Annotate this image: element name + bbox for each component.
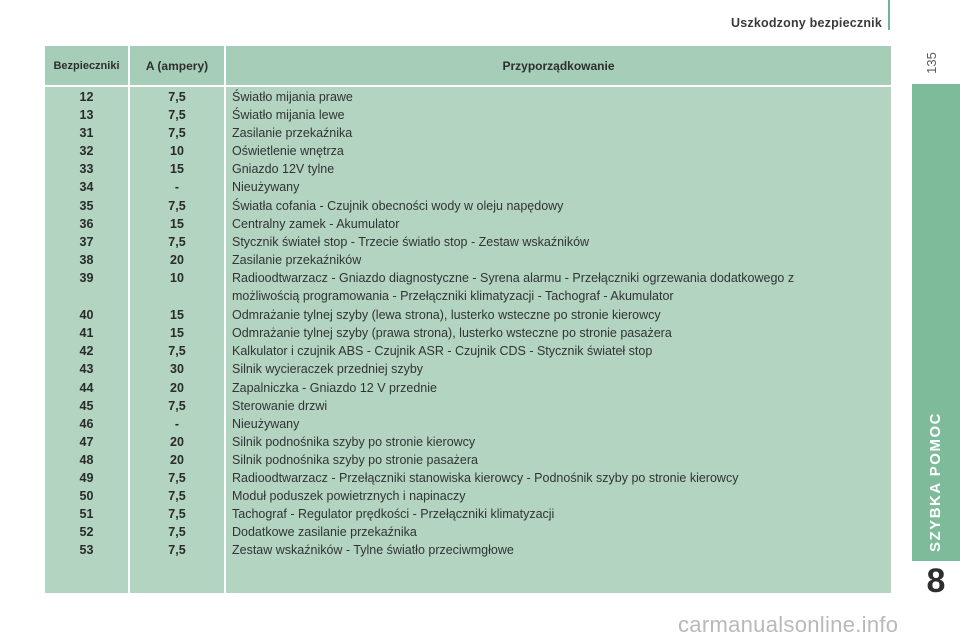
page-number: 135 [924, 52, 939, 74]
side-tab-rule [912, 559, 960, 561]
fuse-assignment-line: Światło mijania lewe [232, 108, 345, 122]
fuse-amperage: 30 [170, 362, 184, 376]
fuse-amperage: 7,5 [168, 525, 186, 539]
fuse-number: 31 [79, 126, 94, 140]
fuse-assignment [232, 197, 872, 215]
watermark: carmanualsonline.info [678, 612, 899, 637]
fuse-amperage: 15 [170, 217, 184, 231]
side-tab-label: SZYBKA POMOC [927, 412, 944, 552]
fuse-number: 35 [79, 199, 94, 213]
column-header-amperes: A (ampery) [130, 46, 224, 86]
fuse-assignment [232, 360, 872, 378]
fuse-assignment-line: możliwością programowania - Przełączniki klimatyzacji - Tachograf - Akumulator [232, 289, 674, 303]
fuse-number: 49 [79, 471, 94, 485]
fuse-amperage: - [174, 180, 180, 194]
header-title: Uszkodzony bezpiecznik [731, 16, 882, 30]
fuse-assignment-line: Radioodtwarzacz - Przełączniki stanowiska kierowcy - Podnośnik szyby po stronie kierowcy [232, 471, 739, 485]
header-rule [888, 0, 890, 30]
fuse-assignment [232, 469, 872, 487]
fuse-assignment [232, 451, 872, 469]
fuse-assignment-line: Zasilanie przekaźników [232, 253, 362, 267]
fuse-assignment [232, 433, 872, 451]
fuse-assignment [232, 251, 872, 269]
fuse-amperage: 15 [170, 326, 184, 340]
fuse-amperage: 20 [170, 381, 184, 395]
fuse-assignment [232, 397, 872, 415]
fuse-amperage: 7,5 [168, 126, 186, 140]
fuse-amperage: 7,5 [168, 489, 186, 503]
fuse-amperage: 10 [170, 271, 184, 285]
fuse-amperage: - [174, 417, 180, 431]
fuse-assignment-line: Centralny zamek - Akumulator [232, 217, 400, 231]
fuse-assignment-line: Kalkulator i czujnik ABS - Czujnik ASR - Czujnik CDS - Stycznik świateł stop [232, 344, 653, 358]
fuse-number: 13 [79, 108, 94, 122]
fuse-assignment-line: Zasilanie przekaźnika [232, 126, 353, 140]
fuse-assignment [232, 160, 872, 178]
column-header-fuses: Bezpieczniki [45, 46, 128, 86]
fuse-amperage: 7,5 [168, 507, 186, 521]
fuse-number: 34 [79, 180, 94, 194]
fuse-number: 45 [79, 399, 94, 413]
fuse-table [45, 46, 891, 593]
fuse-assignment [232, 541, 872, 559]
fuse-amperage: 15 [170, 162, 184, 176]
fuse-assignment-line: Tachograf - Regulator prędkości - Przełączniki klimatyzacji [232, 507, 555, 521]
fuse-amperage: 20 [170, 253, 184, 267]
fuse-assignment-line: Dodatkowe zasilanie przekaźnika [232, 525, 417, 539]
chapter-number: 8 [926, 562, 946, 600]
fuse-number: 12 [79, 90, 94, 104]
fuse-assignment [232, 324, 872, 342]
fuse-assignment-line: Oświetlenie wnętrza [232, 144, 344, 158]
fuse-number: 42 [79, 344, 94, 358]
fuse-amperage: 15 [170, 308, 184, 322]
fuse-assignment-line: Zestaw wskaźników - Tylne światło przeciwmgłowe [232, 543, 514, 557]
fuse-number: 43 [79, 362, 94, 376]
fuse-number: 40 [79, 308, 94, 322]
fuse-amperage: 7,5 [168, 90, 186, 104]
fuse-number: 47 [79, 435, 94, 449]
fuse-assignment [232, 233, 872, 251]
fuse-number: 51 [79, 507, 94, 521]
fuse-assignment-line: Sterowanie drzwi [232, 399, 328, 413]
fuse-assignment-line: Zapalniczka - Gniazdo 12 V przednie [232, 381, 437, 395]
fuse-number: 44 [79, 381, 94, 395]
fuse-amperage: 10 [170, 144, 184, 158]
fuse-assignment [232, 215, 872, 233]
fuse-assignment-line: Odmrażanie tylnej szyby (lewa strona), lusterko wsteczne po stronie kierowcy [232, 308, 661, 322]
header-divider [45, 85, 891, 87]
fuse-assignment [232, 342, 872, 360]
fuse-amperage: 20 [170, 453, 184, 467]
fuse-assignment [232, 523, 872, 541]
fuse-number: 46 [79, 417, 94, 431]
fuse-number: 39 [79, 271, 94, 285]
fuse-amperage: 7,5 [168, 235, 186, 249]
fuse-number: 32 [79, 144, 94, 158]
fuse-number: 41 [79, 326, 94, 340]
fuse-assignment [232, 487, 872, 505]
fuse-assignment [232, 415, 872, 433]
fuse-assignment-line: Światła cofania - Czujnik obecności wody w oleju napędowy [232, 199, 564, 213]
fuse-amperage: 7,5 [168, 471, 186, 485]
fuse-assignment [232, 379, 872, 397]
fuse-assignment [232, 269, 872, 305]
fuse-number: 50 [79, 489, 94, 503]
fuse-number: 53 [79, 543, 94, 557]
fuse-assignment-line: Odmrażanie tylnej szyby (prawa strona), lusterko wsteczne po stronie pasażera [232, 326, 672, 340]
fuse-amperage: 7,5 [168, 344, 186, 358]
fuse-amperage: 7,5 [168, 108, 186, 122]
fuse-assignment-line: Silnik wycieraczek przedniej szyby [232, 362, 424, 376]
fuse-assignment-line: Radioodtwarzacz - Gniazdo diagnostyczne - Syrena alarmu - Przełączniki ogrzewania dodatkowego z [232, 271, 795, 285]
fuse-assignment-line: Silnik podnośnika szyby po stronie kierowcy [232, 435, 476, 449]
fuse-number: 38 [79, 253, 94, 267]
fuse-amperage: 20 [170, 435, 184, 449]
fuse-number: 33 [79, 162, 94, 176]
fuse-assignment-line: Światło mijania prawe [232, 90, 353, 104]
fuse-assignment-line: Gniazdo 12V tylne [232, 162, 335, 176]
fuse-number: 36 [79, 217, 94, 231]
column-divider [224, 46, 226, 593]
fuse-assignment [232, 106, 872, 124]
fuse-assignment-line: Moduł poduszek powietrznych i napinaczy [232, 489, 466, 503]
fuse-amperage: 7,5 [168, 199, 186, 213]
fuse-assignment [232, 178, 872, 196]
fuse-assignment [232, 142, 872, 160]
fuse-number: 52 [79, 525, 94, 539]
fuse-amperage: 7,5 [168, 399, 186, 413]
fuse-assignment [232, 88, 872, 106]
fuse-assignment-line: Nieużywany [232, 180, 300, 194]
fuse-assignment-line: Nieużywany [232, 417, 300, 431]
fuse-number: 37 [79, 235, 94, 249]
fuse-assignment [232, 306, 872, 324]
fuse-assignment [232, 124, 872, 142]
fuse-number: 48 [79, 453, 94, 467]
column-header-assignment: Przyporządkowanie [226, 46, 891, 86]
fuse-amperage: 7,5 [168, 543, 186, 557]
fuse-assignment [232, 505, 872, 523]
fuse-assignment-line: Stycznik świateł stop - Trzecie światło stop - Zestaw wskaźników [232, 235, 590, 249]
fuse-assignment-line: Silnik podnośnika szyby po stronie pasażera [232, 453, 478, 467]
